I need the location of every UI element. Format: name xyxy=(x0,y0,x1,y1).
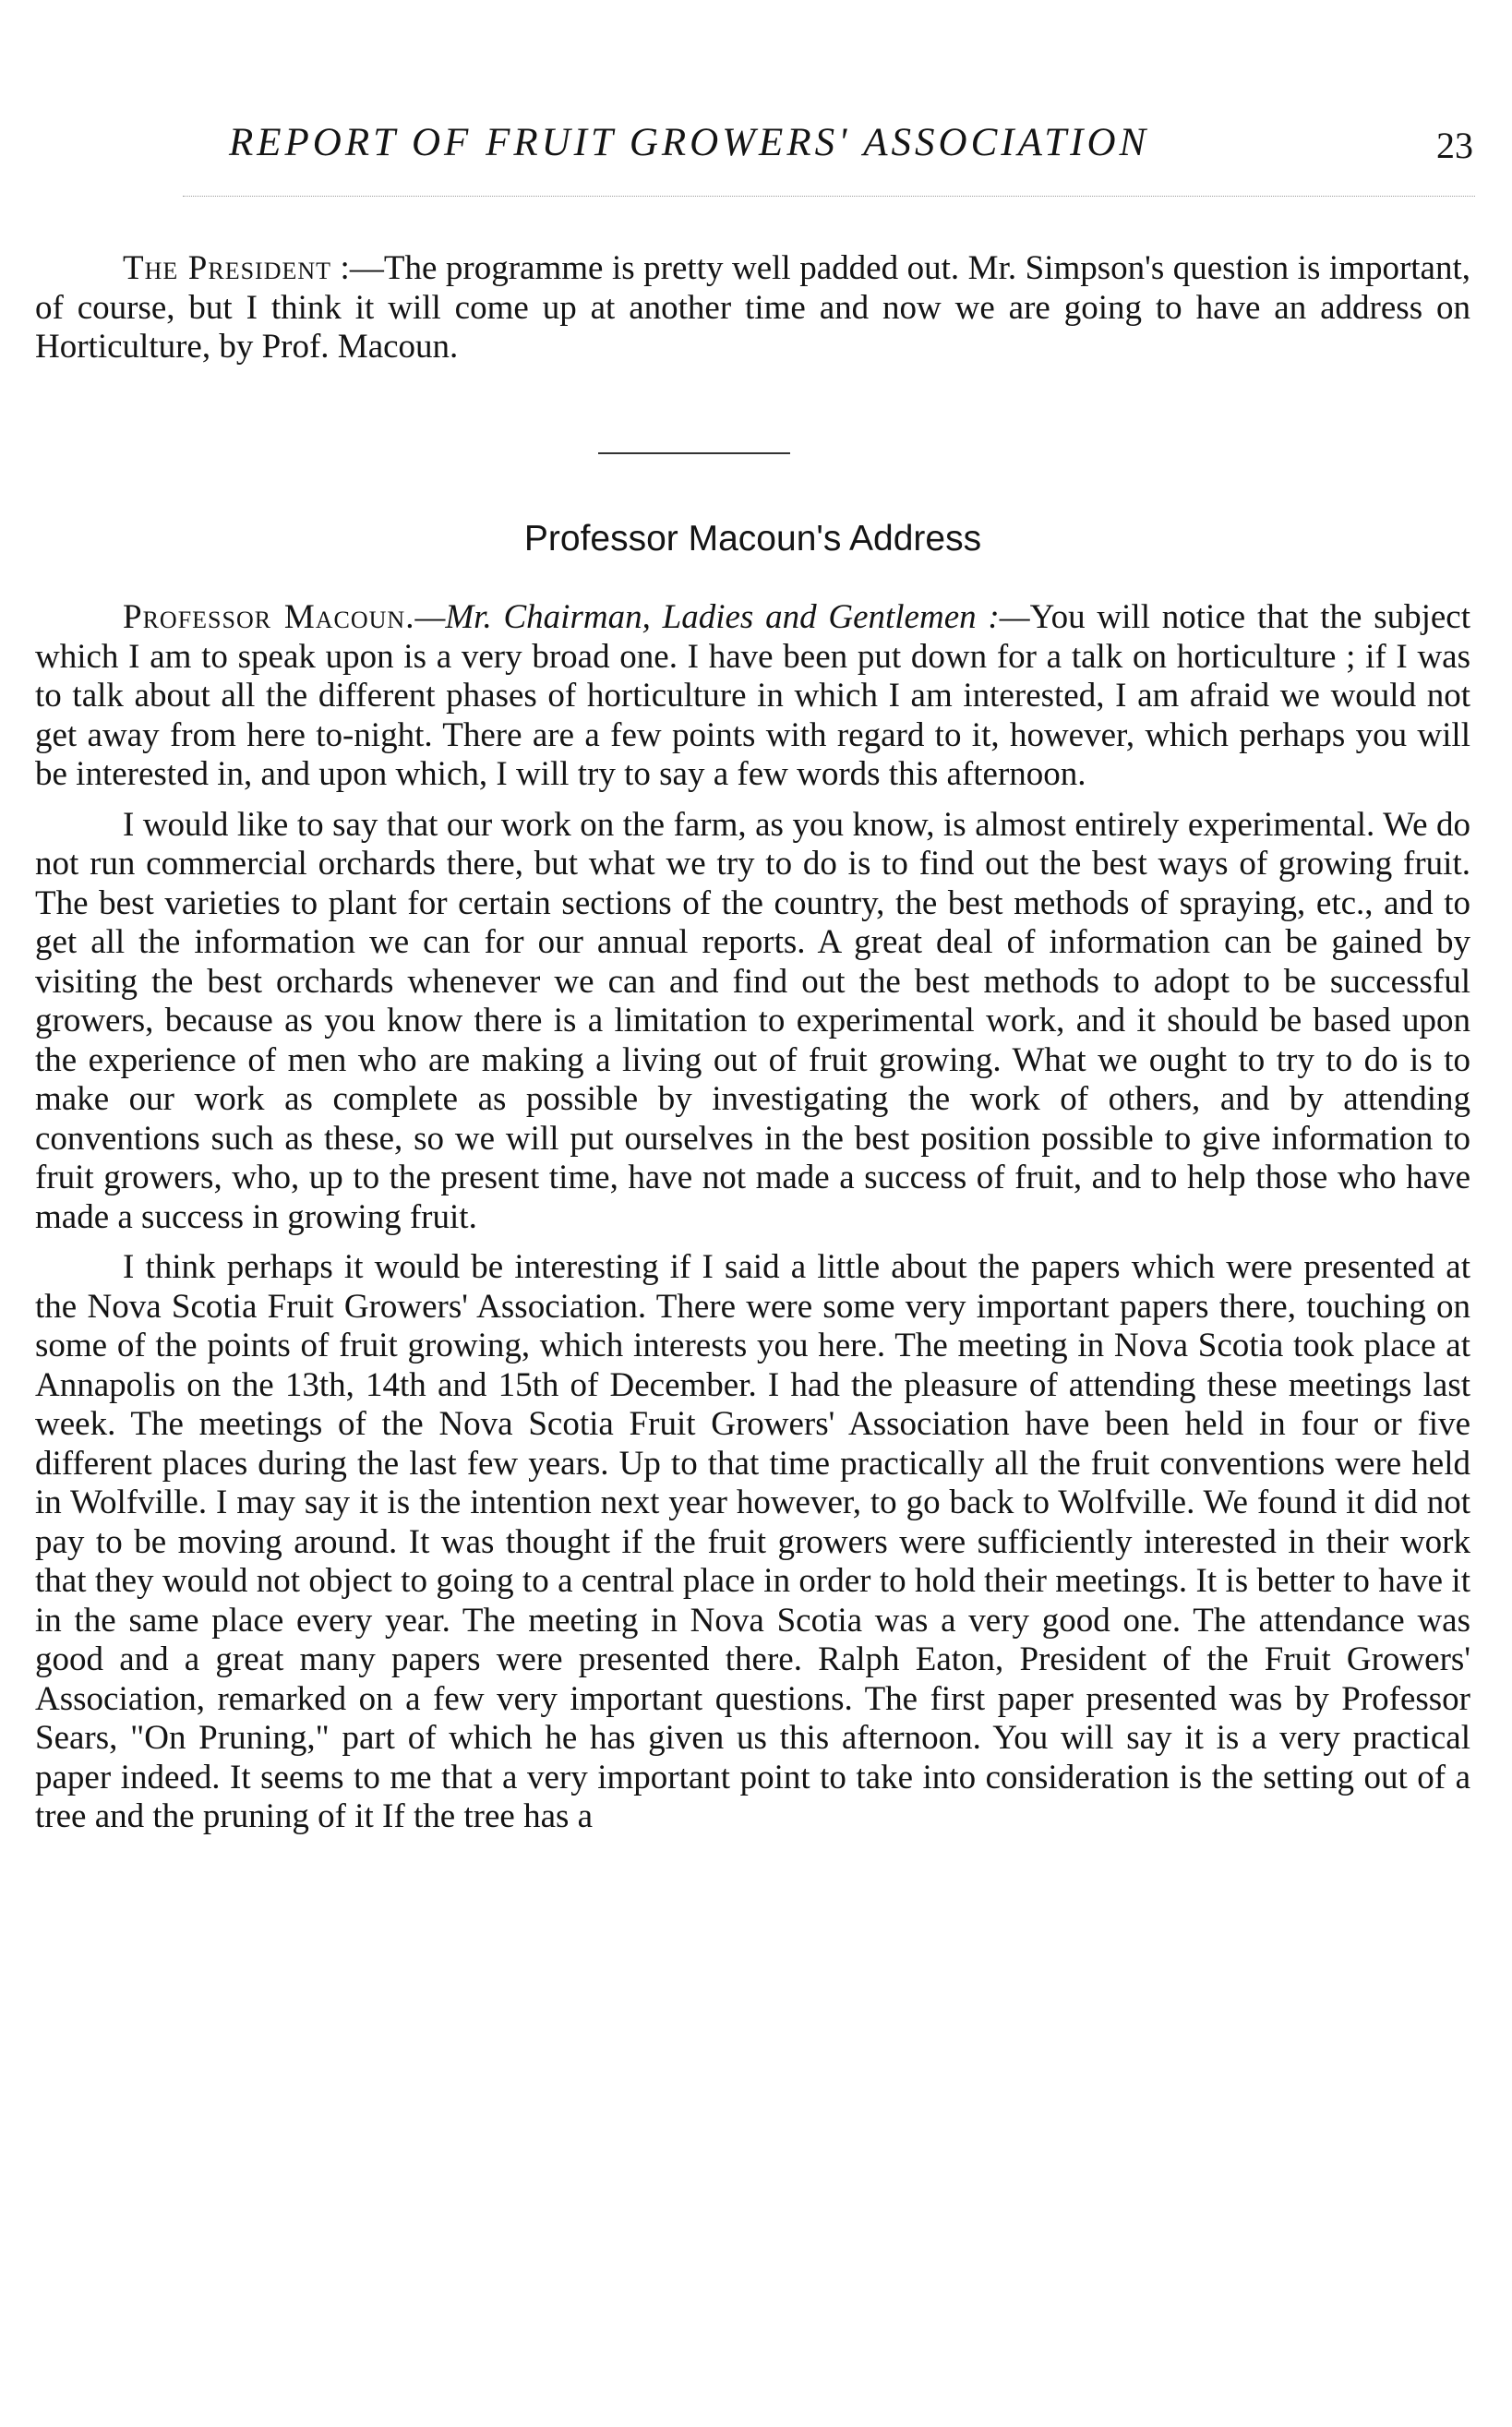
page-header xyxy=(35,120,1475,175)
address-speaker: Professor Macoun. xyxy=(123,598,415,636)
speaker-name: The President xyxy=(123,249,332,287)
address-body xyxy=(35,598,1470,1837)
address-salutation: —Mr. Chairman, Ladies and Gentlemen :— xyxy=(414,598,1030,636)
address-paragraph-3: I think perhaps it would be interesting if I said a little about the papers which were presented at the Nova Scotia Fruit Growers' Association. There were some very important papers there, touching on some of the points of fruit growing, which interests you here. The meeting in Nova Scotia took place at Annapolis on the 13th, 14th and 15th of December. I had the pleasure of attending these meetings last week. The meetings of the Nova Scotia Fruit Growers' Association have been held in four or five different places during the last few years. Up to that time practically all the fruit conventions were held in Wolfville. I may say it is the intention next year however, to go back to Wolfville. We found it did not pay to be moving around. It was thought if the fruit growers were sufficiently interested in their work that they would not object to going to a central place in order to hold their meetings. It is better to have it in the same place every year. The meeting in Nova Scotia was a very good one. The attendance was good and a great many papers were presented there. Ralph Eaton, President of the Fruit Growers' Association, remarked on a few very important questions. The first paper presented was by Professor Sears, "On Pruning," part of which he has given us this afternoon. You will say it is a very practical paper indeed. It seems to me that a very important point to take into consideration is the setting out of a tree and the pruning of it If the tree has a xyxy=(35,1248,1470,1835)
speaker-separator: :— xyxy=(331,249,384,287)
running-title: REPORT OF FRUIT GROWERS' ASSOCIATION xyxy=(229,121,1150,164)
section-divider xyxy=(598,452,790,454)
address-paragraph-1 xyxy=(35,598,1470,795)
document-page xyxy=(35,0,1475,2427)
page-number: 23 xyxy=(1436,125,1473,166)
header-divider xyxy=(183,196,1475,197)
section-heading: Professor Macoun's Address xyxy=(523,519,982,559)
intro-block xyxy=(35,249,1470,367)
address-paragraph-2: I would like to say that our work on the farm, as you know, is almost entirely experimental. We do not run commercial orchards there, but what we try to do is to find out the best ways of growing fruit. The best varieties to plant for certain sections of the country, the best methods of spraying, etc., and to get all the information we can for our annual reports. A great deal of information can be gained by visiting the best orchards whenever we can and find out the best methods to adopt to be successful growers, because as you know there is a limitation to experimental work, and it should be based upon the experience of men who are making a living out of fruit growing. What we ought to try to do is to make our work as complete as possible by investigating the work of others, and by attending conventions such as these, so we will put ourselves in the best position possible to give information to fruit growers, who, up to the present time, have not made a success of fruit, and to help those who have made a success in growing fruit. xyxy=(35,805,1470,1236)
address-paragraph-1-text: You will notice that the subject which I am to speak upon is a very broad one. I have been put down for a talk on horticulture ; if I was to talk about all the different phases of horticulture in which I am interested, I am afraid we would not get away from here to-night. There are a few points with regard to it, however, which perhaps you will be interested in, and upon which, I will try to say a few words this afternoon. xyxy=(35,598,1470,793)
president-paragraph xyxy=(35,249,1470,367)
president-remarks: The programme is pretty well padded out. Mr. Simpson's question is important, of course, but I think it will come up at another time and now we are going to have an address on Horticulture, by Prof. Macoun. xyxy=(35,249,1470,366)
